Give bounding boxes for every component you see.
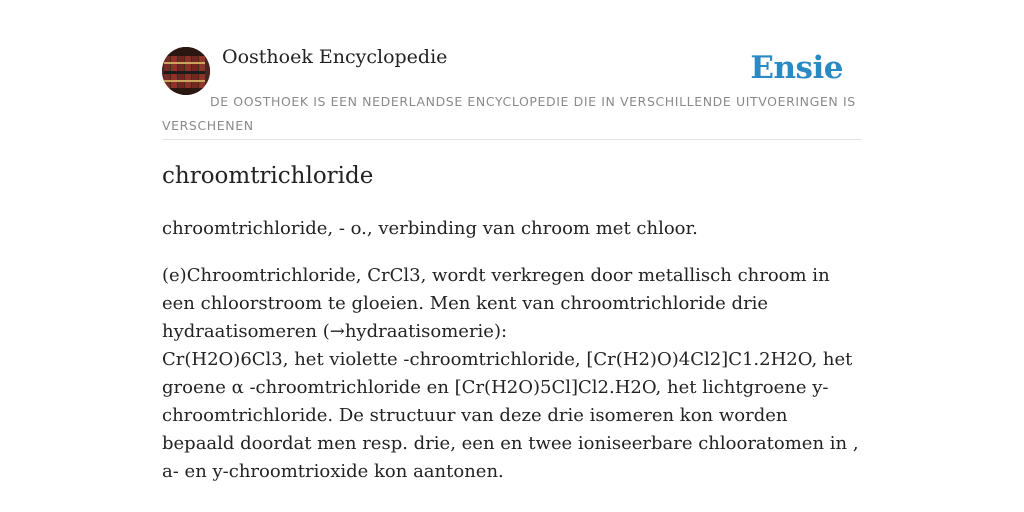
article-paragraph: chroomtrichloride, - o., verbinding van chroom met chloor. (162, 218, 698, 239)
header-divider (162, 139, 862, 140)
page-title: chroomtrichloride (162, 163, 374, 189)
site-avatar[interactable] (162, 47, 210, 95)
article-paragraph-text: (e)Chroomtrichloride, CrCl3, wordt verkregen door metallisch chroom in een chloorstroom te gloeien. Men kent van chroomtrichloride drie hydraatisomeren (→hydraatisomerie): (162, 265, 830, 342)
article-paragraph (162, 262, 862, 486)
article-body (162, 215, 862, 505)
site-tagline: DE OOSTHOEK IS EEN NEDERLANDSE ENCYCLOPEDIE DIE IN VERSCHILLENDE UITVOERINGEN IS VERSCHENEN (162, 94, 856, 133)
ensie-logo[interactable]: Ensie (750, 50, 843, 86)
site-name[interactable]: Oosthoek Encyclopedie (222, 46, 448, 68)
encyclopedia-books-icon (162, 47, 210, 95)
article-paragraph-text: Cr(H2O)6Cl3, het violette -chroomtrichloride, [Cr(H2)O)4Cl2]C1.2H2O, het groene α -chroomtrichloride en [Cr(H2O)5Cl]Cl2.H2O, het lichtgroene y-chroomtrichloride. De structuur van deze drie isomeren kon worden bepaald doordat men resp. drie, een en twee ioniseerbare chlooratomen in , a- en y-chroomtrioxide kon aantonen. (162, 349, 859, 482)
